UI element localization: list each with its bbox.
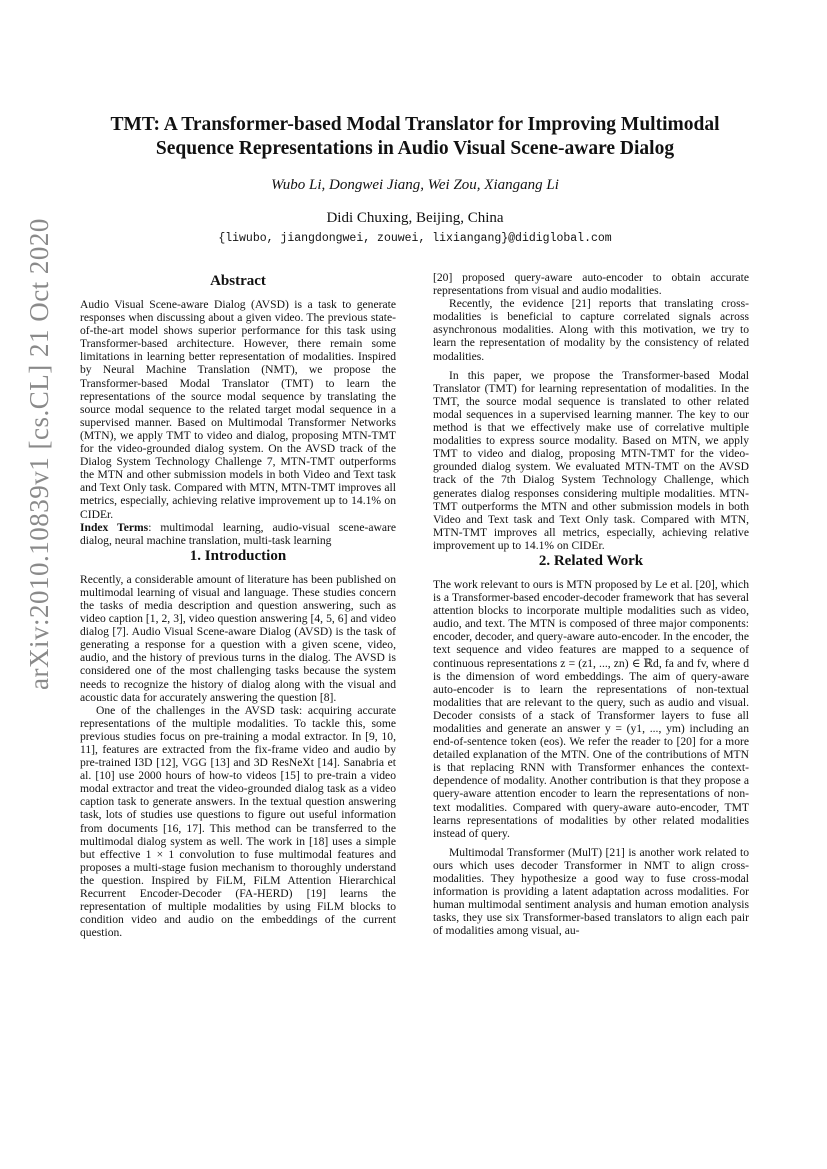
right-column xyxy=(433,271,749,938)
index-terms-label: Index Terms xyxy=(80,520,149,534)
left-column xyxy=(80,272,396,939)
right-paragraph-1: [20] proposed query-aware auto-encoder to obtain accurate representations from visual and audio modalities. xyxy=(433,271,749,298)
index-terms xyxy=(80,521,396,547)
paper-title xyxy=(70,113,760,161)
related-paragraph-2: Multimodal Transformer (MulT) [21] is another work related to ours which uses decoder Transformer in NMT to align cross-modalities. They hypothesize a good way to fuse cross-modal information is providing a latent adaptation across modalities. For human multimodal sentiment analysis and human emotion analysis tasks, they use six Transformer-based translators to align each pair of modalities among visual, au- xyxy=(433,845,749,938)
author-emails: {liwubo, jiangdongwei, zouwei, lixiangang}@didiglobal.com xyxy=(218,232,612,245)
title-line-1: TMT: A Transformer-based Modal Translator for Improving Multimodal xyxy=(110,114,720,135)
related-paragraph-1: The work relevant to ours is MTN proposed by Le et al. [20], which is a Transformer-based encoder-decoder framework that has several attention blocks to incorporate multiple modalities such as video, audio, and text. The MTN is composed of three major components: encoder, decoder, and query-aware auto-encoder. In the encoder, the text sequence and video features are mapped to a sequence of continuous representations z = (z1, ..., zn) ∈ ℝd, fa and fv, where d is the dimension of word embeddings. The aim of query-aware auto-encoder is to learn the representations of non-textual modalities that are relevant to the query, such as audio and visual. Decoder consists of a stack of Transformer layers to fuse all modalities and generate an answer y = (y1, ..., ym) including an end-of-sentence token (eos). We refer the reader to [20] for a more detailed explanation of the MTN. One of the contributions of MTN is that replacing RNN with Transformer enhances the context-dependence of modality. Another contribution is that they propose a query-aware attention encoder to learn the representations of non-text modalities. Compared with query-aware auto-encoder, TMT learns representations of modalities by other related modalities instead of query. xyxy=(433,577,749,840)
title-line-2: Sequence Representations in Audio Visual Scene-aware Dialog xyxy=(155,138,675,159)
index-terms-text: : multimodal learning, audio-visual scene-aware dialog, neural machine translation, multi-task learning xyxy=(80,520,396,547)
related-work-heading: 2. Related Work xyxy=(538,552,644,569)
abstract-text: Audio Visual Scene-aware Dialog (AVSD) is a task to generate responses when discussing about a given video. The previous state-of-the-art model shows superior performance for this task using Transformer-based architecture. However, there remain some limitations in learning better representation of modalities. Inspired by Neural Machine Translation (NMT), we propose the Transformer-based Modal Translator (TMT) to learn the representations of the source modal sequence by translating the source modal sequence to the related target modal sequence in a supervised manner. Based on Multimodal Transformer Networks (MTN), we apply TMT to video and dialog, proposing MTN-TMT for the video-grounded dialog system. On the AVSD track of the Dialog System Technology Challenge 7, MTN-TMT outperforms the MTN and other submission models in both Video and Text task and Text Only task. Compared with MTN, MTN-TMT improves all metrics, especially, achieving relative improvement up to 14.1% on CIDEr. xyxy=(80,298,396,521)
intro-paragraph-2: One of the challenges in the AVSD task: acquiring accurate representations of the multiple modalities. To tackle this, some previous studies focus on pre-training a modal extractor. In [9, 10, 11], features are extracted from the fix-frame video and audio by pre-trained I3D [12], VGG [13] and 3D ResNeXt [14]. Sanabria et al. [10] use 2000 hours of how-to videos [15] to pre-train a video modal extractor and treat the video-grounded dialog task as a video caption task to generate answers. In the textual question answering task, lots of studies use questions to figure out useful information from documents [16, 17]. This method can be transferred to the multimodal dialog system as well. The work in [18] uses a simple but effective 1 × 1 convolution to fuse multimodal features and proposes a multi-stage fusion mechanism to thoroughly understand the question. Inspired by FiLM, FiLM Attention Hierarchical Recurrent Encoder-Decoder (FA-HERD) [19] learns the representation of multiple modalities by using FiLM blocks to condition video and audio on the embeddings of the current question. xyxy=(80,703,396,940)
right-paragraph-3: In this paper, we propose the Transformer-based Modal Translator (TMT) for learning representation of modalities. In the TMT, the source modal sequence is translated to other related modal sequences in a supervised learning manner. The key to our method is that we effectively make use of correlative multiple modalities to express source modality. Based on MTN, we apply TMT to video and dialog, proposing MTN-TMT for the video-grounded dialog system. We evaluated MTN-TMT on the AVSD track of the 7th Dialog System Technology Challenge, which generates dialog responses considering multiple modalities. MTN-TMT outperforms the MTN and other submission models in both Video and Text task and Text Only task. Compared with MTN, MTN-TMT improves all metrics, especially, achieving relative improvement up to 14.1% on CIDEr. xyxy=(433,368,749,552)
right-paragraph-2: Recently, the evidence [21] reports that translating cross-modalities is beneficial to capture correlated signals across asynchronous modalities. Along with this motivation, we try to learn the representation of modality by the consistency of related modalities. xyxy=(433,297,749,363)
affiliation: Didi Chuxing, Beijing, China xyxy=(326,210,504,226)
introduction-heading: 1. Introduction xyxy=(189,547,287,564)
abstract-heading: Abstract xyxy=(210,273,266,289)
intro-paragraph-1: Recently, a considerable amount of literature has been published on multimodal learning of visual and language. These studies concern the tasks of media description and question answering, such as video caption [1, 2, 3], video question answering [4, 5, 6] and video dialog [7]. Audio Visual Scene-aware Dialog (AVSD) is the task of generating a response for a question with a given scene, video, audio, and the history of previous turns in the dialog. The AVSD is considered one of the most challenging tasks because the system needs to recognize the history of dialog along with the visual and acoustic data for accurately answering the question [8]. xyxy=(80,572,396,704)
authors: Wubo Li, Dongwei Jiang, Wei Zou, Xiangang Li xyxy=(271,177,559,193)
arxiv-identifier: arXiv:2010.10839v1 [cs.CL] 21 Oct 2020 xyxy=(24,218,54,690)
